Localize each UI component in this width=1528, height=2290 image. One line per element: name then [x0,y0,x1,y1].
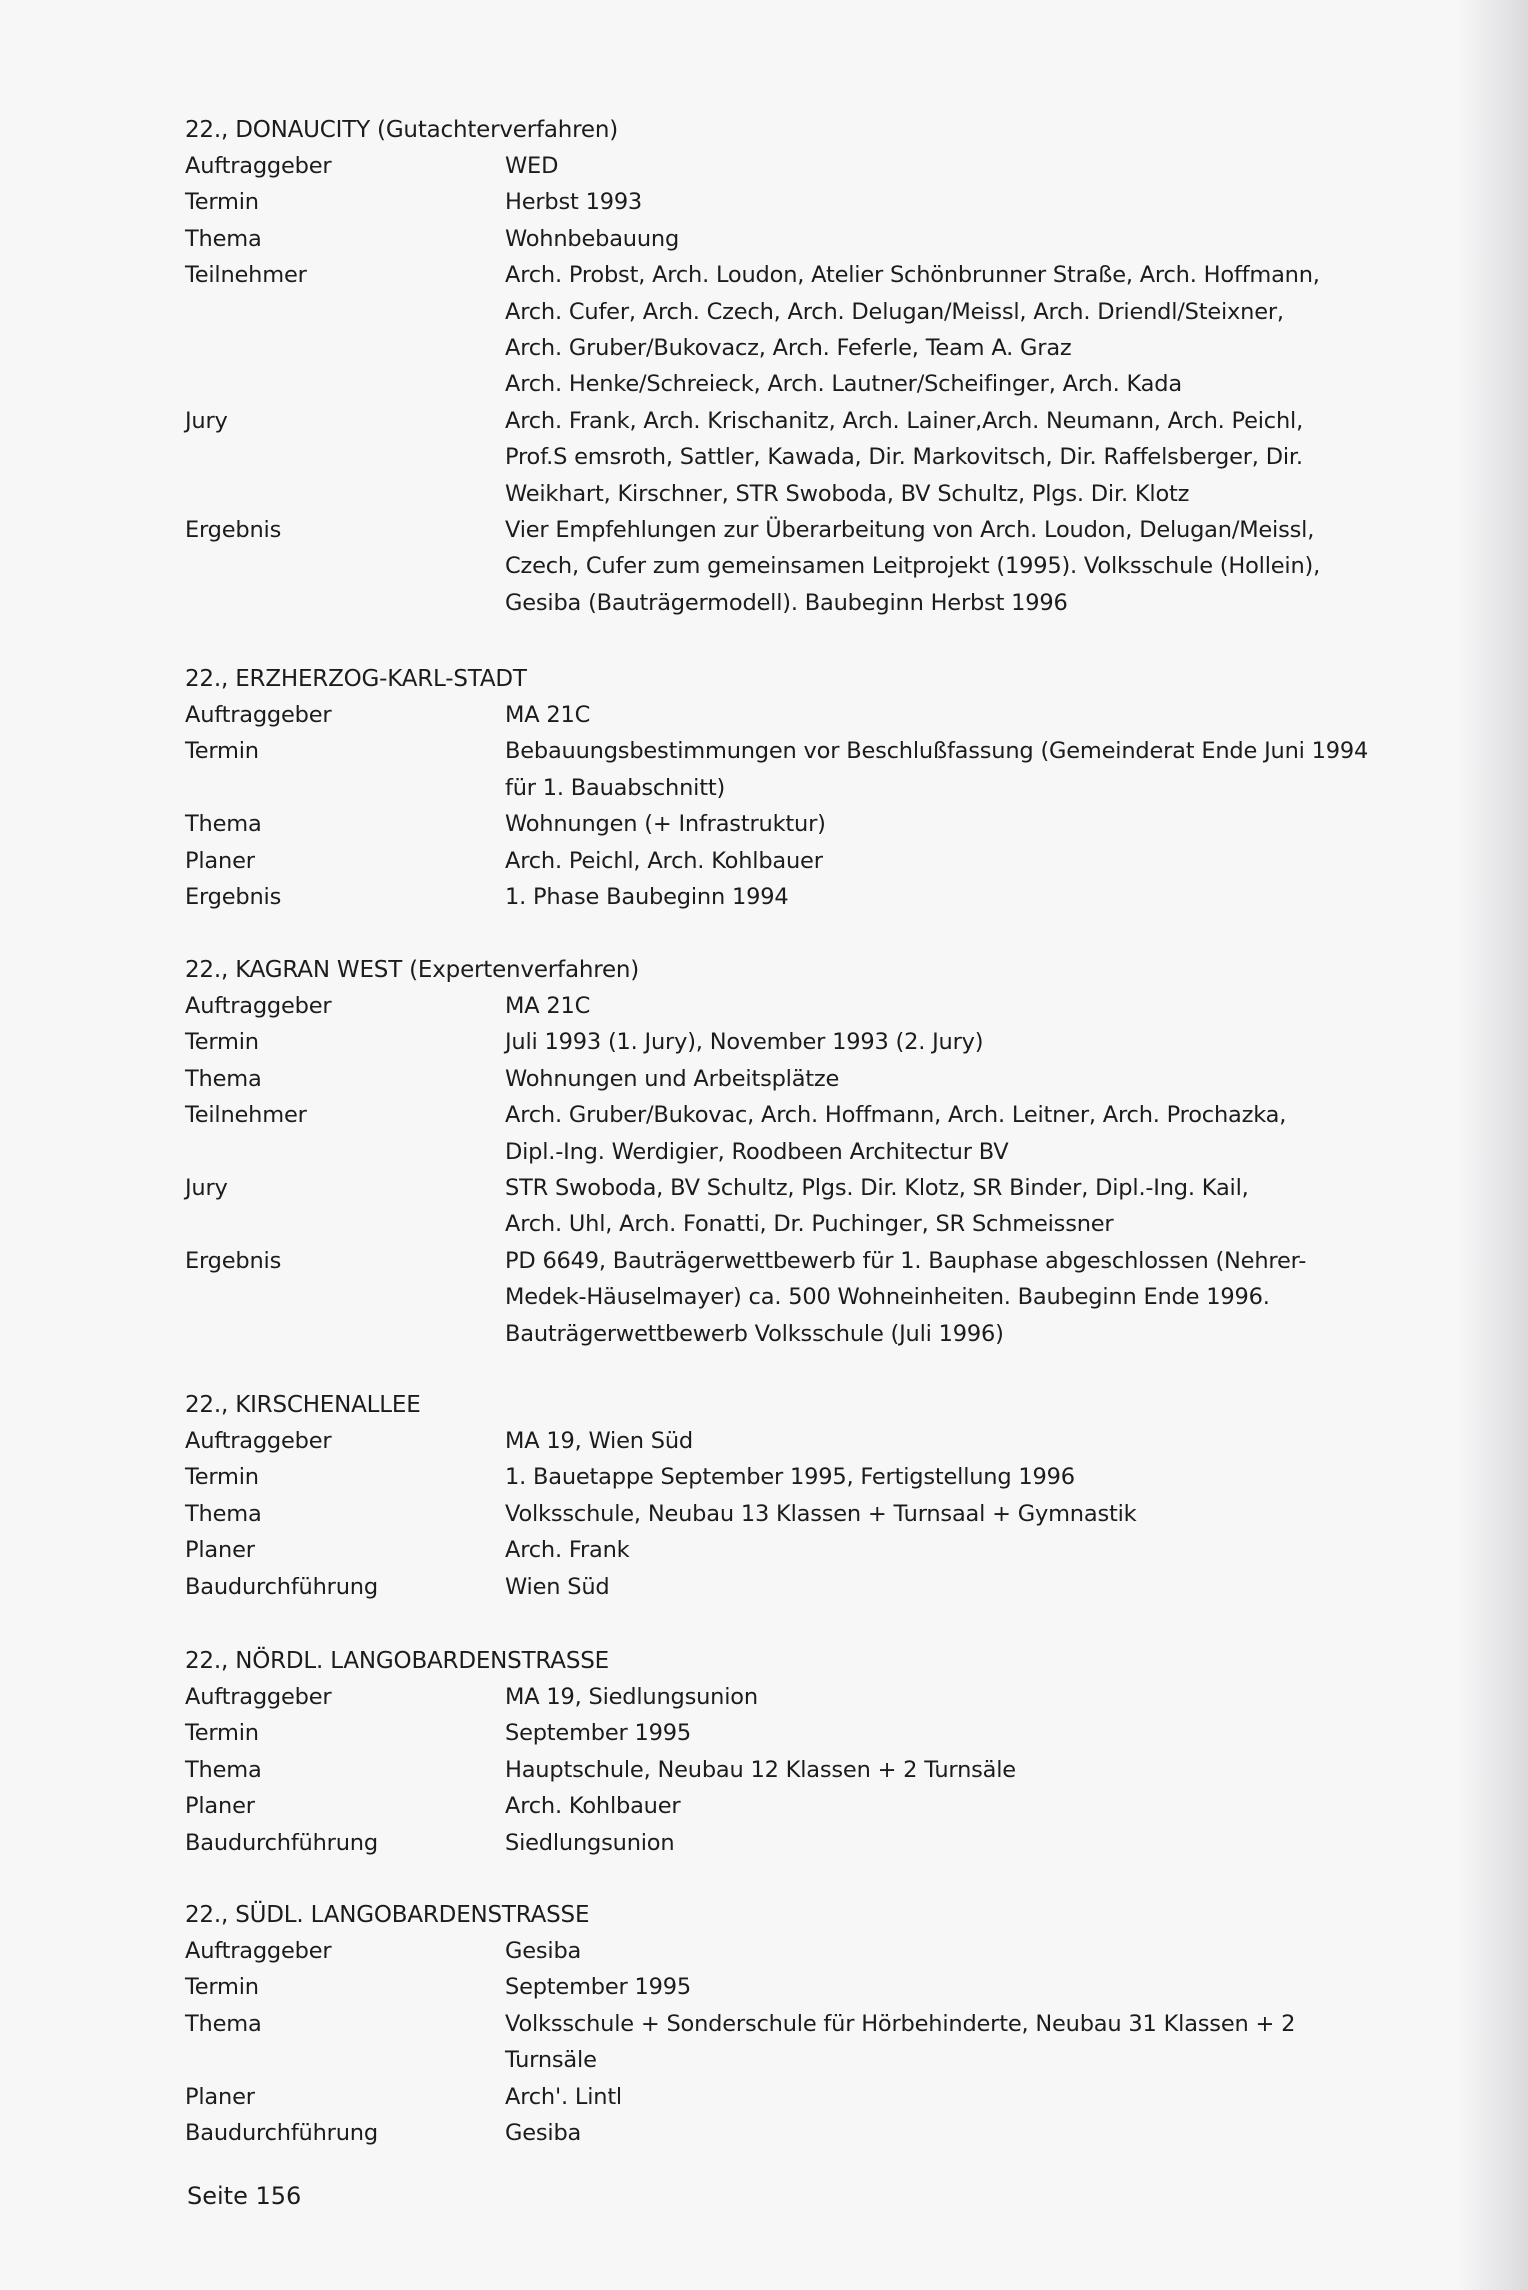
field-value-line: MA 21C [505,993,591,1019]
field-label: Auftraggeber [185,1684,332,1710]
field-label: Thema [185,1065,262,1092]
field-row [185,257,1335,403]
field-value-line: Arch. Frank, Arch. Krischanitz, Arch. Lainer,Arch. Neumann, Arch. Peichl, [505,407,1304,434]
field-label: Auftraggeber [185,702,332,728]
section-title: 22., KAGRAN WEST (Expertenverfahren) [185,957,640,983]
field-label: Termin [185,1464,259,1491]
field-value-line: Arch. Peichl, Arch. Kohlbauer [505,847,823,874]
field-value-line: Arch. Henke/Schreieck, Arch. Lautner/Scheifinger, Arch. Kada [505,371,1182,398]
field-row [185,1933,1335,1969]
field-value [505,1170,1335,1243]
field-value-line: 1. Phase Baubeginn 1994 [505,883,789,910]
field-label: Termin [185,1974,259,2001]
field-label: Teilnehmer [185,262,307,289]
field-row [185,697,1335,733]
section-noerdl-langobardenstrasse [185,1643,1335,1861]
field-row [185,184,1335,220]
field-value-line: Arch. Frank [505,1537,630,1564]
field-value [505,1969,1335,2005]
field-value-line: PD 6649, Bauträgerwettbewerb für 1. Bauphase abgeschlossen (Nehrer- [505,1247,1307,1274]
field-row [185,988,1335,1024]
field-value [505,403,1335,512]
field-value-line: Weikhart, Kirschner, STR Swoboda, BV Schultz, Plgs. Dir. Klotz [505,480,1190,507]
field-value-line: Wohnbebauung [505,225,680,252]
field-value [505,1788,1335,1824]
field-label: Ergebnis [185,1247,282,1274]
field-value-line: Volksschule + Sonderschule für Hörbehinderte, Neubau 31 Klassen + 2 [505,2010,1296,2037]
field-label: Planer [185,1537,255,1564]
section-title: 22., KIRSCHENALLEE [185,1392,421,1418]
field-label: Thema [185,811,262,838]
field-label: Planer [185,1793,255,1820]
field-label: Jury [185,1174,228,1201]
field-value [505,1097,1335,1170]
field-value-line: Vier Empfehlungen zur Überarbeitung von Arch. Loudon, Delugan/Meissl, [505,516,1315,543]
field-row [185,1715,1335,1751]
field-row [185,1788,1335,1824]
field-value-line: Arch. Uhl, Arch. Fonatti, Dr. Puchinger, SR Schmeissner [505,1211,1114,1238]
field-value [505,512,1335,621]
field-label: Baudurchführung [185,1573,378,1600]
field-value-line: Gesiba [505,1938,582,1964]
field-row [185,148,1335,184]
field-value [505,257,1335,403]
field-value [505,1061,1335,1097]
field-value-line: Juli 1993 (1. Jury), November 1993 (2. Jury) [505,1029,984,1056]
field-value-line: Gesiba [505,2119,582,2146]
field-value-line: Czech, Cufer zum gemeinsamen Leitprojekt (1995). Volksschule (Hollein), [505,553,1321,580]
field-value-line: September 1995 [505,1974,691,2001]
field-value [505,806,1335,842]
field-value-line: Hauptschule, Neubau 12 Klassen + 2 Turnsäle [505,1756,1016,1783]
field-value-line: Arch. Cufer, Arch. Czech, Arch. Delugan/Meissl, Arch. Driendl/Steixner, [505,298,1284,325]
field-row [185,1024,1335,1060]
field-value [505,1423,1335,1459]
field-label: Auftraggeber [185,153,332,179]
field-value-line: Medek-Häuselmayer) ca. 500 Wohneinheiten. Baubeginn Ende 1996. [505,1284,1270,1311]
field-value-line: Wohnungen und Arbeitsplätze [505,1065,840,1092]
field-value-line: Arch. Gruber/Bukovacz, Arch. Feferle, Team A. Graz [505,334,1072,361]
field-row [185,2115,1335,2151]
field-value [505,2115,1335,2151]
field-label: Jury [185,407,228,434]
field-value-line: WED [505,153,559,179]
field-row [185,1170,1335,1243]
section-title: 22., DONAUCITY (Gutachterverfahren) [185,117,619,143]
field-label: Termin [185,1720,259,1747]
field-row [185,1532,1335,1568]
field-row [185,1752,1335,1788]
field-label: Teilnehmer [185,1102,307,1129]
field-label: Thema [185,1500,262,1527]
field-label: Planer [185,847,255,874]
field-label: Termin [185,189,259,216]
section-erzherzog-karl-stadt [185,661,1369,915]
field-value [505,843,1335,879]
field-value-line: September 1995 [505,1720,691,1747]
field-label: Termin [185,738,259,765]
field-value [505,1825,1335,1861]
field-label: Auftraggeber [185,1938,332,1964]
field-value [505,1496,1335,1532]
field-label: Auftraggeber [185,993,332,1019]
field-row [185,1496,1335,1532]
field-row [185,403,1335,512]
field-row [185,879,1335,915]
field-row [185,1459,1335,1495]
section-kirschenallee [185,1387,1335,1605]
field-value [505,1569,1335,1605]
field-value [505,733,1369,806]
field-row [185,806,1335,842]
field-value-line: 1. Bauetappe September 1995, Fertigstellung 1996 [505,1464,1075,1491]
section-title: 22., SÜDL. LANGOBARDENSTRASSE [185,1902,590,1928]
field-value [505,879,1335,915]
field-label: Termin [185,1029,259,1056]
field-label: Auftraggeber [185,1428,332,1454]
field-row [185,1423,1335,1459]
field-value-line: Arch. Kohlbauer [505,1793,681,1820]
field-value-line: Bauträgerwettbewerb Volksschule (Juli 1996) [505,1320,1004,1347]
field-row [185,1825,1335,1861]
field-value-line: STR Swoboda, BV Schultz, Plgs. Dir. Klotz, SR Binder, Dipl.-Ing. Kail, [505,1174,1249,1201]
field-label: Thema [185,1756,262,1783]
section-suedl-langobardenstrasse [185,1897,1335,2151]
field-row [185,733,1369,806]
field-row [185,2079,1335,2115]
field-value [505,1933,1335,1969]
field-value-line: Gesiba (Bauträgermodell). Baubeginn Herbst 1996 [505,589,1068,616]
field-value [505,1459,1335,1495]
section-donaucity [185,112,1335,621]
field-value-line: Dipl.-Ing. Werdigier, Roodbeen Architectur BV [505,1138,1009,1165]
field-row [185,1097,1335,1170]
field-value [505,1715,1335,1751]
field-value [505,2006,1335,2079]
field-value [505,221,1335,257]
field-value [505,184,1335,220]
field-value-line: MA 19, Siedlungsunion [505,1684,758,1710]
field-value-line: Turnsäle [505,2047,597,2074]
field-value [505,148,1335,184]
field-row [185,221,1335,257]
field-value-line: Arch. Probst, Arch. Loudon, Atelier Schönbrunner Straße, Arch. Hoffmann, [505,262,1320,289]
field-value [505,1243,1335,1352]
field-value-line: für 1. Bauabschnitt) [505,774,726,801]
field-value [505,1752,1335,1788]
field-row [185,1061,1335,1097]
section-title: 22., ERZHERZOG-KARL-STADT [185,666,527,692]
field-row [185,512,1335,621]
field-value [505,697,1335,733]
field-value-line: Arch. Gruber/Bukovac, Arch. Hoffmann, Arch. Leitner, Arch. Prochazka, [505,1102,1287,1129]
field-value [505,1679,1335,1715]
field-row [185,1679,1335,1715]
field-value-line: Wohnungen (+ Infrastruktur) [505,811,826,838]
section-title: 22., NÖRDL. LANGOBARDENSTRASSE [185,1648,609,1674]
field-row [185,2006,1335,2079]
field-value [505,1532,1335,1568]
field-value-line: Prof.S emsroth, Sattler, Kawada, Dir. Markovitsch, Dir. Raffelsberger, Dir. [505,444,1303,471]
field-value-line: Wien Süd [505,1573,610,1600]
field-row [185,843,1335,879]
field-value-line: Herbst 1993 [505,189,643,216]
field-label: Thema [185,2010,262,2037]
field-value-line: Bebauungsbestimmungen vor Beschlußfassung (Gemeinderat Ende Juni 1994 [505,738,1369,765]
field-label: Ergebnis [185,516,282,543]
field-row [185,1243,1335,1352]
field-value [505,988,1335,1024]
field-value-line: MA 19, Wien Süd [505,1428,693,1454]
field-label: Ergebnis [185,883,282,910]
field-row [185,1969,1335,2005]
field-label: Baudurchführung [185,1829,378,1856]
page-number: Seite 156 [187,2182,302,2210]
field-row [185,1569,1335,1605]
field-label: Baudurchführung [185,2119,378,2146]
field-value-line: Arch'. Lintl [505,2083,622,2110]
field-label: Thema [185,225,262,252]
field-value-line: MA 21C [505,702,591,728]
field-value-line: Siedlungsunion [505,1829,675,1856]
field-value-line: Volksschule, Neubau 13 Klassen + Turnsaal + Gymnastik [505,1500,1137,1527]
section-kagran-west [185,952,1335,1352]
page-edge-shadow [1458,0,1528,2290]
field-value [505,1024,1335,1060]
field-value [505,2079,1335,2115]
field-label: Planer [185,2083,255,2110]
